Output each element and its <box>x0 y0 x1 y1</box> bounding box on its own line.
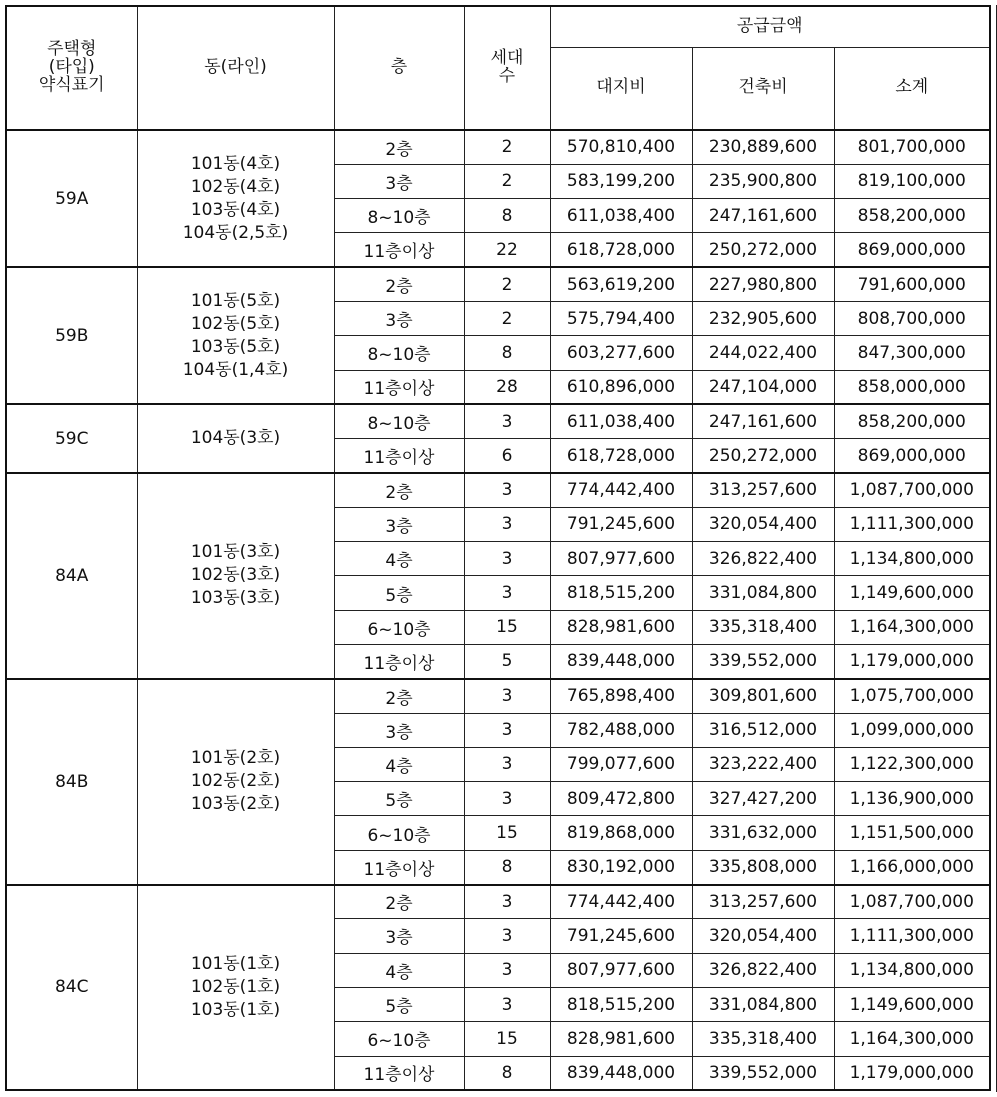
floor-cell: 2층 <box>334 885 464 919</box>
building-cost-cell: 331,084,800 <box>692 987 834 1021</box>
land-cost-cell: 791,245,600 <box>550 507 692 541</box>
floor-cell: 8~10층 <box>334 199 464 233</box>
floor-cell: 8~10층 <box>334 404 464 438</box>
subtotal-cell: 801,700,000 <box>834 130 990 164</box>
land-cost-cell: 583,199,200 <box>550 164 692 198</box>
subtotal-cell: 1,149,600,000 <box>834 576 990 610</box>
header-building: 건축비 <box>692 47 834 130</box>
subtotal-cell: 869,000,000 <box>834 233 990 267</box>
land-cost-cell: 839,448,000 <box>550 1056 692 1090</box>
land-cost-cell: 765,898,400 <box>550 679 692 713</box>
type-cell: 59B <box>6 267 137 404</box>
households-cell: 28 <box>464 370 550 404</box>
subtotal-cell: 1,122,300,000 <box>834 747 990 781</box>
building-cost-cell: 250,272,000 <box>692 439 834 473</box>
dong-cell: 104동(3호) <box>137 404 334 473</box>
floor-cell: 5층 <box>334 987 464 1021</box>
subtotal-cell: 1,099,000,000 <box>834 713 990 747</box>
households-cell: 3 <box>464 987 550 1021</box>
households-cell: 5 <box>464 644 550 678</box>
building-cost-cell: 309,801,600 <box>692 679 834 713</box>
households-cell: 3 <box>464 507 550 541</box>
land-cost-cell: 818,515,200 <box>550 576 692 610</box>
building-cost-cell: 339,552,000 <box>692 1056 834 1090</box>
land-cost-cell: 818,515,200 <box>550 987 692 1021</box>
subtotal-cell: 858,000,000 <box>834 370 990 404</box>
households-cell: 3 <box>464 713 550 747</box>
floor-cell: 2층 <box>334 473 464 507</box>
households-cell: 3 <box>464 747 550 781</box>
building-cost-cell: 316,512,000 <box>692 713 834 747</box>
subtotal-cell: 1,149,600,000 <box>834 987 990 1021</box>
floor-cell: 4층 <box>334 953 464 987</box>
table-header <box>6 6 990 130</box>
header-households: 세대 수 <box>464 6 550 130</box>
households-cell: 2 <box>464 267 550 301</box>
building-cost-cell: 313,257,600 <box>692 473 834 507</box>
households-cell: 2 <box>464 130 550 164</box>
dong-cell: 101동(3호) 102동(3호) 103동(3호) <box>137 473 334 679</box>
households-cell: 15 <box>464 1022 550 1056</box>
land-cost-cell: 791,245,600 <box>550 919 692 953</box>
type-cell: 59C <box>6 404 137 473</box>
dong-cell: 101동(2호) 102동(2호) 103동(2호) <box>137 679 334 885</box>
floor-cell: 3층 <box>334 713 464 747</box>
building-cost-cell: 247,104,000 <box>692 370 834 404</box>
households-cell: 2 <box>464 164 550 198</box>
households-cell: 22 <box>464 233 550 267</box>
floor-cell: 4층 <box>334 542 464 576</box>
households-cell: 2 <box>464 301 550 335</box>
households-cell: 8 <box>464 850 550 884</box>
building-cost-cell: 232,905,600 <box>692 301 834 335</box>
floor-cell: 3층 <box>334 301 464 335</box>
subtotal-cell: 1,179,000,000 <box>834 644 990 678</box>
subtotal-cell: 858,200,000 <box>834 199 990 233</box>
building-cost-cell: 331,632,000 <box>692 816 834 850</box>
land-cost-cell: 819,868,000 <box>550 816 692 850</box>
land-cost-cell: 575,794,400 <box>550 301 692 335</box>
land-cost-cell: 618,728,000 <box>550 233 692 267</box>
floor-cell: 3층 <box>334 164 464 198</box>
floor-cell: 6~10층 <box>334 1022 464 1056</box>
land-cost-cell: 774,442,400 <box>550 473 692 507</box>
dong-cell: 101동(5호) 102동(5호) 103동(5호) 104동(1,4호) <box>137 267 334 404</box>
type-cell: 59A <box>6 130 137 267</box>
households-cell: 15 <box>464 816 550 850</box>
building-cost-cell: 320,054,400 <box>692 507 834 541</box>
building-cost-cell: 326,822,400 <box>692 542 834 576</box>
floor-cell: 5층 <box>334 782 464 816</box>
dong-cell: 101동(1호) 102동(1호) 103동(1호) <box>137 885 334 1091</box>
subtotal-cell: 1,111,300,000 <box>834 507 990 541</box>
header-dong: 동(라인) <box>137 6 334 130</box>
subtotal-cell: 791,600,000 <box>834 267 990 301</box>
floor-cell: 11층이상 <box>334 439 464 473</box>
table-row <box>6 473 990 507</box>
floor-cell: 4층 <box>334 747 464 781</box>
subtotal-cell: 1,111,300,000 <box>834 919 990 953</box>
table-row <box>6 267 990 301</box>
land-cost-cell: 782,488,000 <box>550 713 692 747</box>
table-row <box>6 404 990 438</box>
subtotal-cell: 819,100,000 <box>834 164 990 198</box>
households-cell: 3 <box>464 679 550 713</box>
floor-cell: 11층이상 <box>334 233 464 267</box>
type-cell: 84C <box>6 885 137 1091</box>
header-subtotal: 소계 <box>834 47 990 130</box>
households-cell: 8 <box>464 199 550 233</box>
table-body <box>6 130 990 1090</box>
building-cost-cell: 323,222,400 <box>692 747 834 781</box>
building-cost-cell: 244,022,400 <box>692 336 834 370</box>
subtotal-cell: 808,700,000 <box>834 301 990 335</box>
households-cell: 3 <box>464 404 550 438</box>
subtotal-cell: 1,134,800,000 <box>834 953 990 987</box>
floor-cell: 2층 <box>334 267 464 301</box>
floor-cell: 11층이상 <box>334 850 464 884</box>
land-cost-cell: 774,442,400 <box>550 885 692 919</box>
subtotal-cell: 1,179,000,000 <box>834 1056 990 1090</box>
building-cost-cell: 247,161,600 <box>692 199 834 233</box>
floor-cell: 6~10층 <box>334 610 464 644</box>
subtotal-cell: 1,151,500,000 <box>834 816 990 850</box>
subtotal-cell: 858,200,000 <box>834 404 990 438</box>
households-cell: 8 <box>464 336 550 370</box>
building-cost-cell: 335,318,400 <box>692 610 834 644</box>
building-cost-cell: 313,257,600 <box>692 885 834 919</box>
building-cost-cell: 326,822,400 <box>692 953 834 987</box>
supply-price-table <box>5 5 991 1091</box>
households-cell: 3 <box>464 919 550 953</box>
dong-cell: 101동(4호) 102동(4호) 103동(4호) 104동(2,5호) <box>137 130 334 267</box>
households-cell: 15 <box>464 610 550 644</box>
subtotal-cell: 847,300,000 <box>834 336 990 370</box>
land-cost-cell: 799,077,600 <box>550 747 692 781</box>
land-cost-cell: 828,981,600 <box>550 610 692 644</box>
building-cost-cell: 230,889,600 <box>692 130 834 164</box>
subtotal-cell: 869,000,000 <box>834 439 990 473</box>
households-cell: 3 <box>464 953 550 987</box>
floor-cell: 11층이상 <box>334 644 464 678</box>
building-cost-cell: 327,427,200 <box>692 782 834 816</box>
subtotal-cell: 1,136,900,000 <box>834 782 990 816</box>
table-row <box>6 679 990 713</box>
header-land: 대지비 <box>550 47 692 130</box>
land-cost-cell: 807,977,600 <box>550 542 692 576</box>
land-cost-cell: 839,448,000 <box>550 644 692 678</box>
building-cost-cell: 335,318,400 <box>692 1022 834 1056</box>
subtotal-cell: 1,087,700,000 <box>834 473 990 507</box>
building-cost-cell: 250,272,000 <box>692 233 834 267</box>
header-supply-amount: 공급금액 <box>550 6 990 47</box>
floor-cell: 3층 <box>334 507 464 541</box>
land-cost-cell: 611,038,400 <box>550 404 692 438</box>
floor-cell: 2층 <box>334 130 464 164</box>
floor-cell: 2층 <box>334 679 464 713</box>
households-cell: 3 <box>464 542 550 576</box>
land-cost-cell: 807,977,600 <box>550 953 692 987</box>
land-cost-cell: 570,810,400 <box>550 130 692 164</box>
land-cost-cell: 610,896,000 <box>550 370 692 404</box>
subtotal-cell: 1,075,700,000 <box>834 679 990 713</box>
floor-cell: 6~10층 <box>334 816 464 850</box>
header-type: 주택형 (타입) 약식표기 <box>6 6 137 130</box>
table-row <box>6 885 990 919</box>
land-cost-cell: 563,619,200 <box>550 267 692 301</box>
subtotal-cell: 1,134,800,000 <box>834 542 990 576</box>
type-cell: 84B <box>6 679 137 885</box>
building-cost-cell: 227,980,800 <box>692 267 834 301</box>
households-cell: 3 <box>464 473 550 507</box>
type-cell: 84A <box>6 473 137 679</box>
building-cost-cell: 320,054,400 <box>692 919 834 953</box>
land-cost-cell: 830,192,000 <box>550 850 692 884</box>
subtotal-cell: 1,087,700,000 <box>834 885 990 919</box>
building-cost-cell: 331,084,800 <box>692 576 834 610</box>
land-cost-cell: 618,728,000 <box>550 439 692 473</box>
land-cost-cell: 603,277,600 <box>550 336 692 370</box>
land-cost-cell: 828,981,600 <box>550 1022 692 1056</box>
households-cell: 6 <box>464 439 550 473</box>
header-floor: 층 <box>334 6 464 130</box>
subtotal-cell: 1,164,300,000 <box>834 610 990 644</box>
floor-cell: 3층 <box>334 919 464 953</box>
households-cell: 3 <box>464 782 550 816</box>
land-cost-cell: 809,472,800 <box>550 782 692 816</box>
floor-cell: 8~10층 <box>334 336 464 370</box>
households-cell: 3 <box>464 885 550 919</box>
land-cost-cell: 611,038,400 <box>550 199 692 233</box>
building-cost-cell: 335,808,000 <box>692 850 834 884</box>
table-row <box>6 130 990 164</box>
households-cell: 3 <box>464 576 550 610</box>
building-cost-cell: 235,900,800 <box>692 164 834 198</box>
floor-cell: 11층이상 <box>334 1056 464 1090</box>
floor-cell: 5층 <box>334 576 464 610</box>
building-cost-cell: 247,161,600 <box>692 404 834 438</box>
floor-cell: 11층이상 <box>334 370 464 404</box>
subtotal-cell: 1,166,000,000 <box>834 850 990 884</box>
households-cell: 8 <box>464 1056 550 1090</box>
building-cost-cell: 339,552,000 <box>692 644 834 678</box>
subtotal-cell: 1,164,300,000 <box>834 1022 990 1056</box>
